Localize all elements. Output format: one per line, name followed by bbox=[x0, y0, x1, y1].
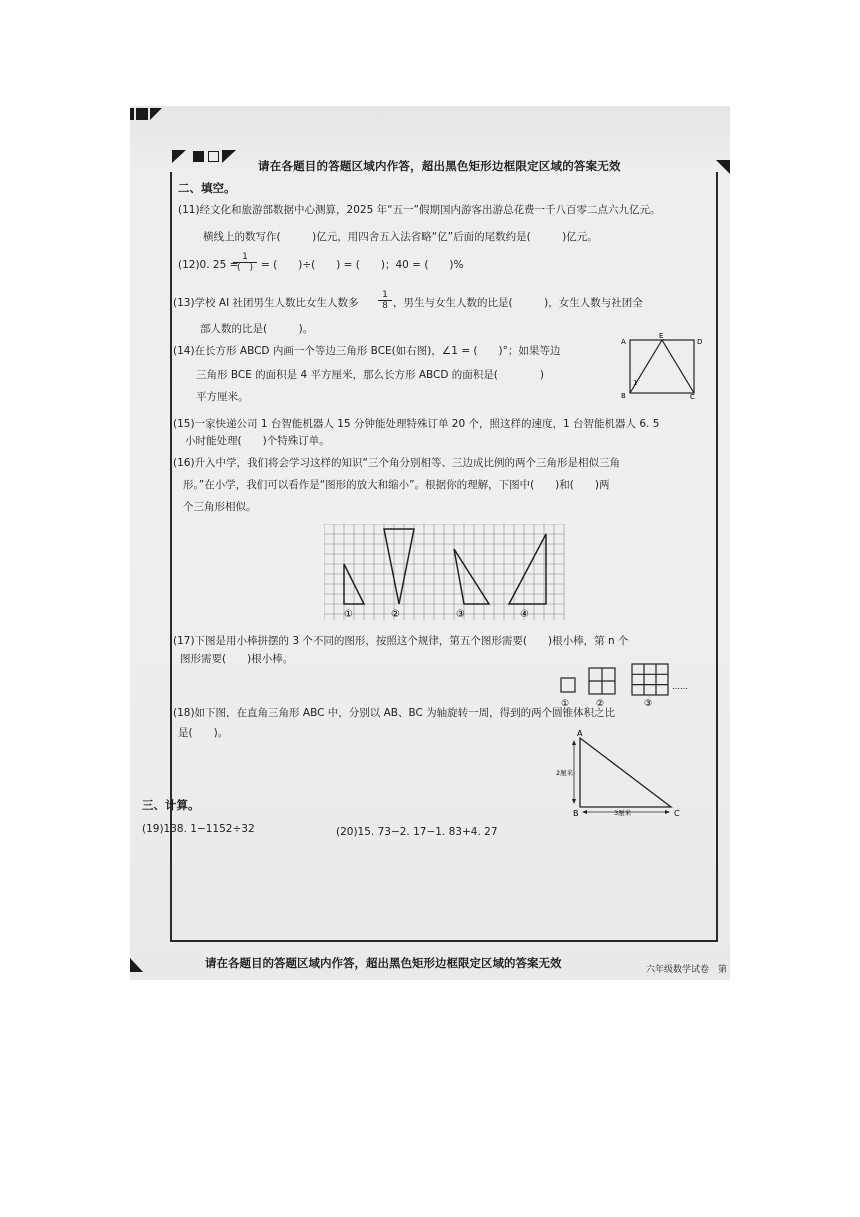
q13-fraction-denominator: 8 bbox=[382, 301, 388, 311]
q20-expression: (20)15. 73−2. 17−1. 83+4. 27 bbox=[336, 826, 498, 838]
alignment-triangle-top bbox=[150, 108, 164, 120]
q16-label-1: ① bbox=[344, 609, 353, 620]
q18-line1: (18)如下图，在直角三角形 ABC 中，分别以 AB、BC 为轴旋转一周，得到的两个圆锥体积之比 bbox=[173, 707, 616, 719]
footer-instruction: 请在各题目的答题区域内作答，超出黑色矩形边框限定区域的答案无效 bbox=[205, 956, 562, 970]
q16-triangle-4 bbox=[509, 534, 546, 604]
q11-line1: (11)经文化和旅游部数据中心测算，2025 年“五一”假期国内游客出游总花费一千八百零二点六九亿元。 bbox=[178, 204, 661, 216]
q16-label-3: ③ bbox=[456, 609, 465, 620]
header-triangle-right bbox=[222, 150, 238, 164]
q17-figure-1 bbox=[561, 678, 575, 692]
q13-fraction-numerator: 1 bbox=[378, 290, 392, 301]
q19-expression: (19)138. 1−1152÷32 bbox=[142, 823, 255, 835]
q18-label-ab: 2厘米 bbox=[556, 769, 574, 777]
q18-right-triangle-figure bbox=[556, 728, 690, 820]
q17-label-3: ③ bbox=[644, 699, 653, 708]
q14-label-a: A bbox=[621, 338, 626, 346]
q17-label-2: ② bbox=[596, 699, 605, 708]
q16-triangle-grid bbox=[324, 524, 566, 620]
q17-figure-3 bbox=[632, 664, 668, 695]
footer-paper-name: 六年级数学试卷 第 bbox=[646, 965, 728, 975]
header-instruction: 请在各题目的答题区域内作答，超出黑色矩形边框限定区域的答案无效 bbox=[258, 159, 621, 173]
corner-mark-right bbox=[716, 160, 730, 176]
q12-fraction bbox=[233, 252, 257, 273]
q16-line2: 形。”在小学，我们可以看作是“图形的放大和缩小”。根据你的理解，下图中( )和( )两 bbox=[183, 479, 610, 491]
q17-figure-2 bbox=[589, 668, 615, 694]
q17-label-1: ① bbox=[561, 699, 570, 708]
q12-suffix: = ( )÷( ) = ( )；40 = ( )% bbox=[261, 259, 464, 271]
q12-prefix: (12)0. 25 = bbox=[178, 259, 239, 271]
q18-label-a: A bbox=[577, 729, 583, 738]
q16-triangle-2 bbox=[384, 529, 414, 604]
q13-line1-b: ，男生与女生人数的比是( )，女生人数与社团全 bbox=[393, 297, 643, 309]
q17-stick-pattern bbox=[556, 662, 706, 708]
q16-line1: (16)升入中学，我们将会学习这样的知识“三个角分别相等、三边成比例的两个三角形是相似三角 bbox=[173, 457, 620, 469]
section-title-fill-in: 二、填空。 bbox=[178, 181, 236, 195]
q17-dots: …… bbox=[672, 682, 688, 691]
q14-label-e: E bbox=[659, 332, 664, 340]
q16-label-4: ④ bbox=[520, 609, 529, 620]
q18-label-bc: 3厘米 bbox=[614, 809, 632, 817]
q16-grid-lines bbox=[324, 524, 564, 620]
q13-fraction bbox=[378, 290, 392, 311]
q12-fraction-denominator: ( ) bbox=[236, 263, 254, 273]
q14-line3: 平方厘米。 bbox=[196, 391, 249, 403]
q14-label-d: D bbox=[697, 338, 703, 346]
corner-mark-top-left bbox=[130, 108, 134, 120]
q14-rectangle-figure bbox=[618, 330, 708, 400]
section-title-calculate: 三、计算。 bbox=[142, 798, 200, 812]
q14-line2: 三角形 BCE 的面积是 4 平方厘米，那么长方形 ABCD 的面积是( ) bbox=[196, 369, 545, 381]
q14-line1: (14)在长方形 ABCD 内画一个等边三角形 BCE(如右图)，∠1 = ( )°；如果等边 bbox=[173, 345, 561, 357]
q13-line1-a: (13)学校 AI 社团男生人数比女生人数多 bbox=[173, 297, 359, 309]
header-square-outline bbox=[208, 151, 219, 162]
q17-line1: (17)下图是用小棒拼摆的 3 个不同的图形，按照这个规律，第五个图形需要( )根小棒，第 n 个 bbox=[173, 635, 629, 647]
q14-label-b: B bbox=[621, 392, 626, 400]
q12-fraction-numerator: 1 bbox=[233, 252, 257, 263]
q16-line3: 个三角形相似。 bbox=[183, 501, 257, 513]
q16-label-2: ② bbox=[391, 609, 400, 620]
q15-line1: (15)一家快递公司 1 台智能机器人 15 分钟能处理特殊订单 20 个，照这样的速度，1 台智能机器人 6. 5 bbox=[173, 418, 660, 430]
q14-label-angle-1: 1 bbox=[633, 379, 638, 387]
q18-label-b: B bbox=[573, 809, 579, 818]
header-triangle-left bbox=[172, 150, 188, 164]
header-square-filled bbox=[193, 151, 204, 162]
q15-line2: 小时能处理( )个特殊订单。 bbox=[185, 435, 330, 447]
q14-label-c: C bbox=[690, 393, 695, 400]
q11-line2: 横线上的数写作( )亿元，用四舍五入法省略“亿”后面的尾数约是( )亿元。 bbox=[203, 231, 598, 243]
q18-line2: 是( )。 bbox=[178, 727, 229, 739]
q13-line2: 部人数的比是( )。 bbox=[200, 323, 314, 335]
corner-mark-bottom-left bbox=[130, 958, 144, 974]
q18-label-c: C bbox=[674, 809, 680, 818]
q17-line2: 图形需要( )根小棒。 bbox=[180, 653, 294, 665]
alignment-square-top bbox=[136, 108, 148, 120]
